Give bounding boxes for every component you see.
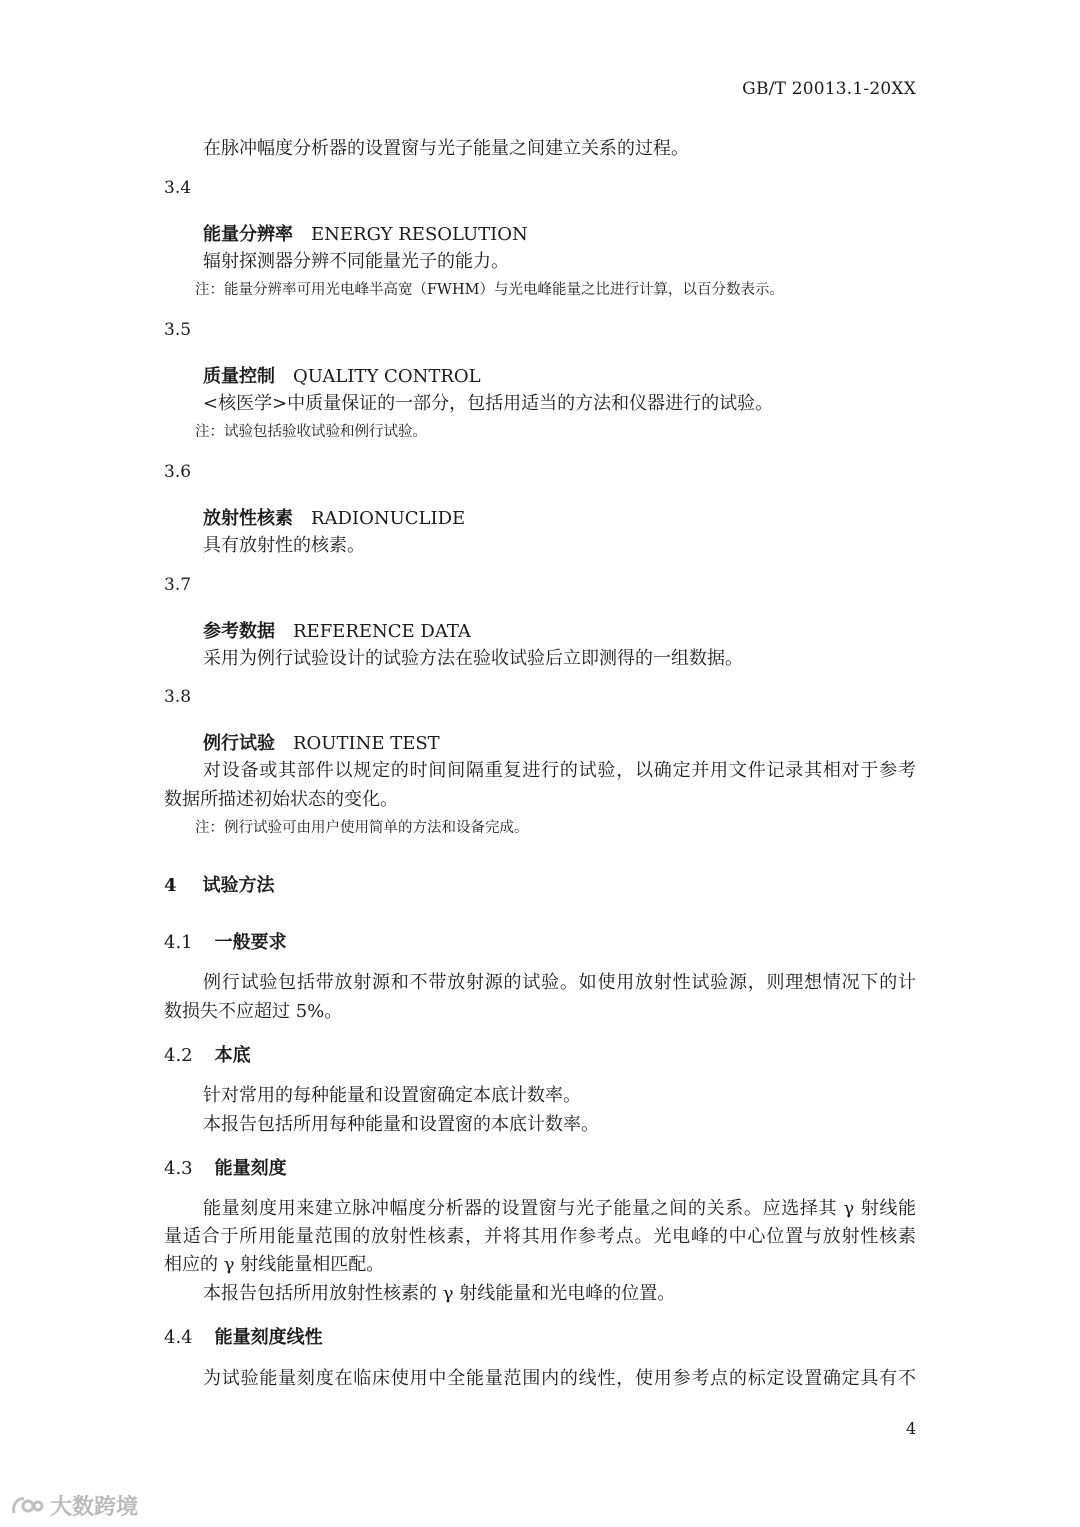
term-en: RADIONUCLIDE (311, 508, 466, 529)
paragraph-line: 为试验能量刻度在临床使用中全能量范围内的线性，使用参考点的标定设置确定具有不 (203, 1368, 916, 1389)
term-number: 3.8 (164, 687, 192, 707)
term-number: 3.5 (164, 320, 192, 340)
subsection-heading (164, 1041, 251, 1067)
term-title (203, 220, 528, 246)
section-number: 4 (164, 875, 177, 896)
term-number: 3.7 (164, 575, 192, 595)
term-zh: 参考数据 (203, 621, 275, 642)
term-en: ROUTINE TEST (293, 733, 440, 754)
subsection-title: 本底 (214, 1045, 251, 1066)
term-zh: 放射性核素 (203, 508, 293, 529)
term-title (203, 504, 465, 530)
term-note: 注：能量分辨率可用光电峰半高宽（FWHM）与光电峰能量之比进行计算，以百分数表示。 (195, 282, 784, 298)
term-number: 3.6 (164, 462, 192, 482)
subsection-title: 能量刻度线性 (214, 1327, 323, 1348)
term-zh: 质量控制 (203, 366, 275, 387)
term-en: REFERENCE DATA (293, 621, 471, 642)
paragraph-line: 本报告包括所用每种能量和设置窗的本底计数率。 (203, 1114, 599, 1135)
term-title (203, 729, 440, 755)
standard-code: GB/T 20013.1-20XX (742, 79, 916, 99)
term-title (203, 362, 481, 388)
subsection-heading (164, 928, 287, 954)
subsection-number: 4.1 (164, 932, 193, 953)
watermark (10, 1490, 138, 1521)
continued-definition: 在脉冲幅度分析器的设置窗与光子能量之间建立关系的过程。 (203, 138, 689, 159)
section-heading (164, 871, 275, 897)
subsection-number: 4.4 (164, 1327, 193, 1348)
paragraph-line: 能量刻度用来建立脉冲幅度分析器的设置窗与光子能量之间的关系。应选择其 γ 射线能 (203, 1198, 916, 1219)
paragraph-line: 数损失不应超过 5%。 (164, 1001, 343, 1022)
term-title (203, 617, 471, 643)
term-zh: 例行试验 (203, 733, 275, 754)
term-definition: 辐射探测器分辨不同能量光子的能力。 (203, 251, 509, 272)
paragraph-line: 针对常用的每种能量和设置窗确定本底计数率。 (203, 1085, 581, 1106)
paragraph-line: 例行试验包括带放射源和不带放射源的试验。如使用放射性试验源，则理想情况下的计 (203, 972, 916, 993)
term-definition: <核医学>中质量保证的一部分，包括用适当的方法和仪器进行的试验。 (203, 393, 774, 414)
subsection-title: 一般要求 (214, 932, 287, 953)
paragraph-line: 本报告包括所用放射性核素的 γ 射线能量和光电峰的位置。 (203, 1283, 676, 1304)
subsection-number: 4.2 (164, 1045, 193, 1066)
term-en: QUALITY CONTROL (293, 366, 481, 387)
watermark-logo-icon (10, 1493, 44, 1519)
subsection-title: 能量刻度 (214, 1158, 287, 1179)
term-note: 注：试验包括验收试验和例行试验。 (195, 424, 427, 440)
page-number: 4 (906, 1419, 917, 1438)
term-en: ENERGY RESOLUTION (311, 224, 528, 245)
term-zh: 能量分辨率 (203, 224, 293, 245)
term-definition: 具有放射性的核素。 (203, 535, 365, 556)
term-definition-line: 对设备或其部件以规定的时间间隔重复进行的试验，以确定并用文件记录其相对于参考 (203, 760, 916, 781)
paragraph-line: 量适合于所用能量范围的放射性核素，并将其用作参考点。光电峰的中心位置与放射性核素 (164, 1226, 916, 1247)
term-number: 3.4 (164, 178, 192, 198)
watermark-text: 大数跨境 (50, 1495, 139, 1520)
term-definition-line: 数据所描述初始状态的变化。 (164, 789, 398, 810)
subsection-heading (164, 1154, 287, 1180)
paragraph-line: 相应的 γ 射线能量相匹配。 (164, 1254, 385, 1275)
section-title: 试验方法 (202, 875, 275, 896)
term-note: 注：例行试验可由用户使用简单的方法和设备完成。 (195, 820, 529, 836)
subsection-heading (164, 1323, 323, 1349)
subsection-number: 4.3 (164, 1158, 193, 1179)
term-definition: 采用为例行试验设计的试验方法在验收试验后立即测得的一组数据。 (203, 648, 743, 669)
